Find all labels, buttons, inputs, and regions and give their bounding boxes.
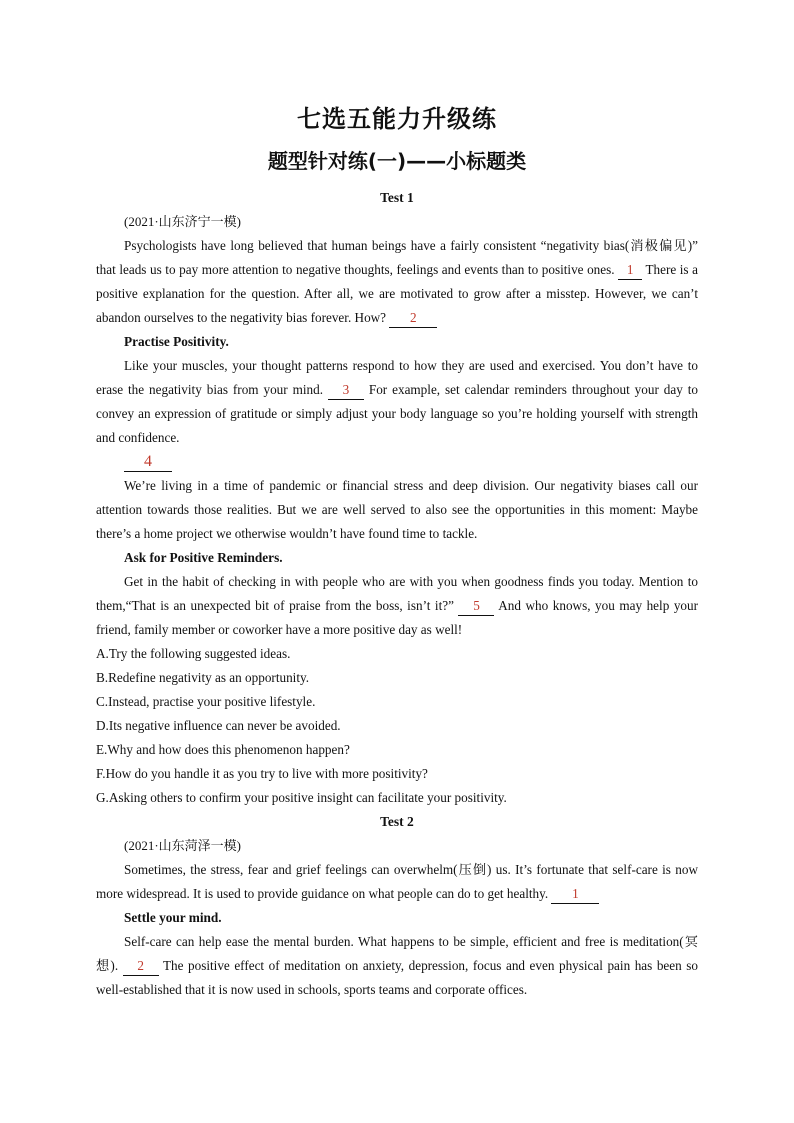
option-c: C.Instead, practise your positive lifestyle. <box>96 694 316 709</box>
test2-p1-text-a: Sometimes, the stress, fear and grief feelings can overwhelm(压倒) us. It’s fortunate that self-care is now more widespread. It is used to provide guidance on what people can do to get healthy. <box>96 862 698 901</box>
test1-options <box>96 642 698 810</box>
option-g: G.Asking others to confirm your positive insight can facilitate your positivity. <box>96 790 507 805</box>
test1-paragraph-3: We’re living in a time of pandemic or financial stress and deep division. Our negativity biases call our attention towards those realities. But we are well served to also see the opportunities in this moment: Maybe there’s a home project we otherwise wouldn’t have found time to tackle. <box>96 478 698 541</box>
test2-paragraph-2 <box>96 930 698 1002</box>
option-a: A.Try the following suggested ideas. <box>96 646 291 661</box>
option-d: D.Its negative influence can never be avoided. <box>96 718 341 733</box>
test2-p2-text-b: The positive effect of meditation on anxiety, depression, focus and even physical pain has been so well-established that it is now used in schools, sports teams and corporate offices. <box>96 958 698 997</box>
option-e: E.Why and how does this phenomenon happen? <box>96 742 350 757</box>
test2-blank-1[interactable]: 1 <box>551 885 599 904</box>
test2-source: (2021·山东菏泽一模) <box>124 838 241 853</box>
test1-paragraph-2 <box>96 354 698 450</box>
test1-blank-4[interactable]: 4 <box>124 453 172 472</box>
test1-p1-text-a: Psychologists have long believed that human beings have a fairly consistent “negativity bias(消极偏见)” that leads us to pay more attention to negative thoughts, feelings and events than to positive ones. <box>96 238 698 277</box>
test2-heading: Test 2 <box>380 814 414 829</box>
test2-p2-text-a: Self-care can help ease the mental burden. What happens to be simple, efficient and free is meditation(冥想). <box>96 934 698 973</box>
test1-p1-text-b: There is a positive explanation for the question. After all, we are motivated to grow after a misstep. However, we can’t abandon ourselves to the negativity bias forever. How? <box>96 262 698 325</box>
test1-blank-5[interactable]: 5 <box>458 597 494 616</box>
test2-blank-2[interactable]: 2 <box>123 957 159 976</box>
test1-subheading-a: Practise Positivity. <box>124 334 229 349</box>
test1-p4-text-b: And who knows, you may help your friend, family member or coworker have a more positive day as well! <box>96 598 698 637</box>
sub-title: 题型针对练(一)——小标题类 <box>267 149 527 173</box>
test2-subheading-a: Settle your mind. <box>124 910 222 925</box>
test1-p4-text-a: Get in the habit of checking in with people who are with you when goodness finds you today. Mention to them,“That is an unexpected bit of praise from the boss, isn’t it?” <box>96 574 698 613</box>
main-title: 七选五能力升级练 <box>297 105 497 133</box>
test1-subheading-b: Ask for Positive Reminders. <box>124 550 283 565</box>
test1-blank-2[interactable]: 2 <box>389 309 437 328</box>
test1-blank-4-line <box>124 450 698 474</box>
test1-paragraph-4 <box>96 570 698 642</box>
test2-paragraph-1 <box>96 858 698 906</box>
option-f: F.How do you handle it as you try to live with more positivity? <box>96 766 428 781</box>
test1-p2-text-b: For example, set calendar reminders throughout your day to convey an expression of gratitude or simply adjust your body language so you’re holding yourself with strength and confidence. <box>96 382 699 445</box>
test1-blank-1[interactable]: 1 <box>618 261 642 280</box>
test1-heading: Test 1 <box>380 190 414 205</box>
test1-paragraph-1 <box>96 234 698 330</box>
test1-source: (2021·山东济宁一模) <box>124 214 241 229</box>
test1-blank-3[interactable]: 3 <box>328 381 364 400</box>
test1-p2-text-a: Like your muscles, your thought patterns respond to how they are used and exercised. You don’t have to erase the negativity bias from your mind. <box>96 358 698 397</box>
option-b: B.Redefine negativity as an opportunity. <box>96 670 310 685</box>
